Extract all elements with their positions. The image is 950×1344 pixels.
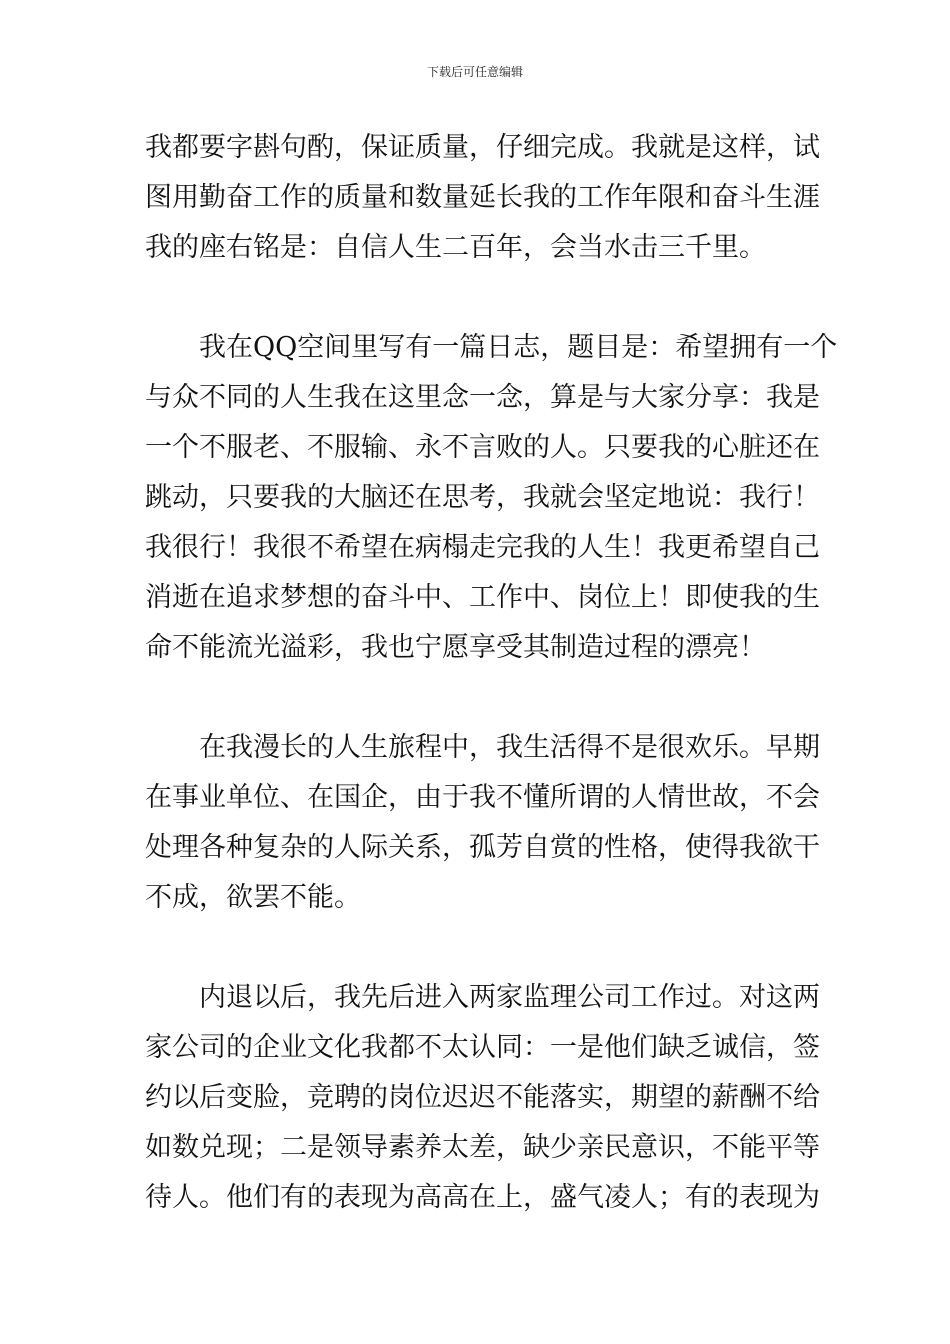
text-line: 我都要字斟句酌，保证质量，仔细完成。我就是这样，试 — [145, 132, 820, 163]
text-line: 命不能流光溢彩，我也宁愿享受其制造过程的漂亮！ — [145, 632, 766, 663]
text-line: 内退以后，我先后进入两家监理公司工作过。对这两 — [199, 982, 820, 1013]
text-line: 如数兑现；二是领导素养太差，缺少亲民意识，不能平等 — [145, 1132, 820, 1163]
text-line: 在事业单位、在国企，由于我不懂所谓的人情世故，不会 — [145, 782, 820, 813]
text-line: 家公司的企业文化我都不太认同：一是他们缺乏诚信，签 — [145, 1032, 820, 1063]
page-header: 下载后可任意编辑 — [426, 65, 523, 79]
text-line: 我在QQ空间里写有一篇日志，题目是：希望拥有一个 — [199, 332, 838, 363]
text-line: 待人。他们有的表现为高高在上，盛气凌人；有的表现为 — [145, 1182, 820, 1213]
text-line: 图用勤奋工作的质量和数量延长我的工作年限和奋斗生涯 — [145, 182, 820, 213]
text-line: 与众不同的人生我在这里念一念，算是与大家分享：我是 — [145, 382, 820, 413]
text-line: 约以后变脸，竞聘的岗位迟迟不能落实，期望的薪酬不给 — [145, 1082, 820, 1113]
text-line: 处理各种复杂的人际关系，孤芳自赏的性格，使得我欲干 — [145, 832, 820, 863]
text-line: 我很行！我很不希望在病榻走完我的人生！我更希望自己 — [145, 532, 820, 563]
text-line: 跳动，只要我的大脑还在思考，我就会坚定地说：我行！ — [145, 482, 820, 513]
text-line: 一个不服老、不服输、永不言败的人。只要我的心脏还在 — [145, 432, 820, 463]
text-line: 不成，欲罢不能。 — [145, 882, 361, 913]
text-line: 消逝在追求梦想的奋斗中、工作中、岗位上！即使我的生 — [145, 582, 820, 613]
text-line: 在我漫长的人生旅程中，我生活得不是很欢乐。早期 — [199, 732, 820, 763]
text-line: 我的座右铭是：自信人生二百年，会当水击三千里。 — [145, 232, 766, 263]
